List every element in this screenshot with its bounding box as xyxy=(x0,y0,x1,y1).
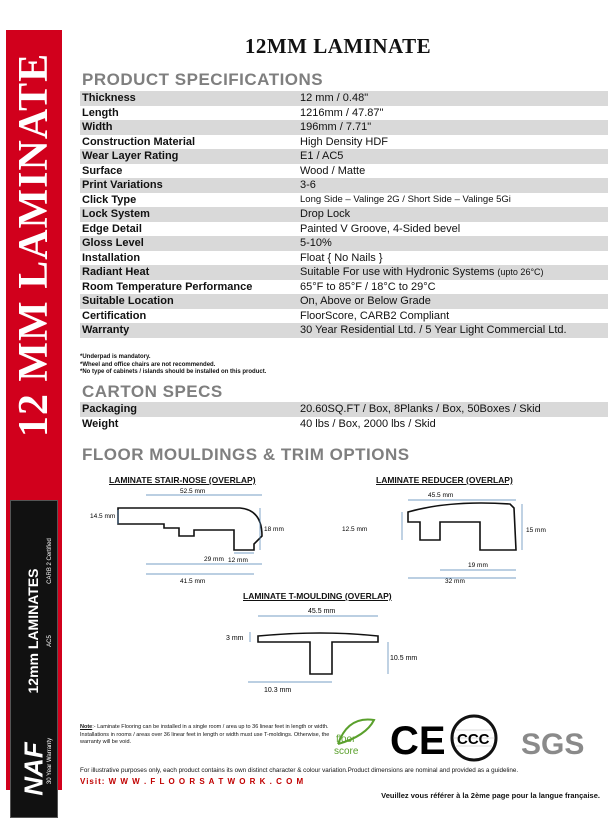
product-specs-heading: PRODUCT SPECIFICATIONS xyxy=(82,70,324,89)
spec-value xyxy=(298,193,608,208)
spec-row xyxy=(80,149,608,164)
dim-label: 10.3 mm xyxy=(264,687,292,694)
website-link[interactable]: Visit: W W W . F L O O R S A T W O R K . C O M xyxy=(80,777,305,786)
badge-product: 12mm LAMINATES xyxy=(25,568,41,694)
carton-specs-heading: CARTON SPECS xyxy=(82,382,223,401)
dim-label: 12 mm xyxy=(228,557,248,564)
dim-label: 10.5 mm xyxy=(390,655,418,662)
spec-value xyxy=(298,294,608,309)
note-item: *No type of cabinets / islands should be installed on this product. xyxy=(80,369,267,375)
note-text: :- Laminate Flooring can be installed in a single room / area up to 36 linear feet in length or width. Installations in rooms / areas over 36 linear feet in length or width must use T-moldings. Otherwise, the warranty will be void. xyxy=(80,724,330,745)
spec-value xyxy=(298,164,608,179)
spec-label: Room Temperature Performance xyxy=(82,280,253,293)
reducer-title: LAMINATE REDUCER (OVERLAP) xyxy=(376,475,513,485)
dim-label: 14.5 mm xyxy=(90,513,116,520)
dim-label: 45.5 mm xyxy=(308,608,336,615)
mouldings-heading: FLOOR MOULDINGS & TRIM OPTIONS xyxy=(82,445,410,464)
spec-value xyxy=(298,91,608,106)
floorscore-text-1: floor xyxy=(336,734,356,745)
spec-value xyxy=(298,120,608,135)
ccc-text: CCC xyxy=(457,731,490,748)
spec-row xyxy=(80,120,608,135)
side-title: 12 MM LAMINATE xyxy=(11,52,57,438)
spec-value xyxy=(298,402,608,417)
side-banner xyxy=(6,30,62,796)
stair-nose-title: LAMINATE STAIR-NOSE (OVERLAP) xyxy=(109,475,256,485)
spec-label: Print Variations xyxy=(80,178,298,193)
spec-label: Construction Material xyxy=(82,135,196,148)
spec-value-text: High Density HDF xyxy=(300,135,389,148)
spec-label: Surface xyxy=(82,164,123,177)
spec-row xyxy=(80,294,608,309)
notes xyxy=(80,354,266,377)
sgs-text: SGS xyxy=(521,728,585,761)
spec-label: Weight xyxy=(82,417,119,430)
spec-value-text: Float { No Nails } xyxy=(300,251,383,264)
spec-label: Click Type xyxy=(82,193,137,206)
spec-value-text: 30 Year Residential Ltd. / 5 Year Light Commercial Ltd. xyxy=(300,324,567,336)
spec-row xyxy=(80,222,608,237)
spec-value-text: 20.60SQ.FT / Box, 8Planks / Box, 50Boxes / Skid xyxy=(300,403,541,415)
t-moulding-title: LAMINATE T-MOULDING (OVERLAP) xyxy=(243,591,392,601)
french-reference: Veuillez vous référer à la 2ème page pour la langue française. xyxy=(381,791,600,800)
spec-label: Gloss Level xyxy=(80,236,298,251)
spec-value xyxy=(298,265,608,280)
spec-row xyxy=(80,251,608,266)
dim-label: 45.5 mm xyxy=(428,492,454,499)
spec-value-text: Long Side – Valinge 2G / Short Side – Valinge 5Gi xyxy=(300,193,511,205)
illustrative-disclaimer: For illustrative purposes only, each product contains its own distinct character & colour variation.Product dimensions are nominal and provided as a guideline. xyxy=(80,767,519,774)
spec-value-text: Drop Lock xyxy=(300,208,351,220)
spec-value-text: E1 / AC5 xyxy=(300,150,344,162)
spec-value-text: 1216mm / 47.87" xyxy=(300,106,384,119)
spec-row xyxy=(80,236,608,251)
spec-row xyxy=(80,417,608,432)
spec-row xyxy=(80,91,608,106)
spec-value-text: 196mm / 7.71" xyxy=(300,121,372,133)
product-badge xyxy=(10,500,58,818)
spec-row xyxy=(80,178,608,193)
spec-label: Warranty xyxy=(80,323,298,338)
dim-label: 12.5 mm xyxy=(342,526,368,533)
spec-value xyxy=(298,417,608,432)
installation-note xyxy=(80,724,342,747)
spec-row xyxy=(80,135,608,150)
spec-label: Radiant Heat xyxy=(80,265,298,280)
spec-row xyxy=(80,265,608,280)
spec-value xyxy=(298,106,608,121)
spec-label: Lock System xyxy=(80,207,298,222)
spec-value-text: 5-10% xyxy=(300,237,332,249)
badge-cert: CARB 2 Certified xyxy=(47,538,53,584)
spec-label: Length xyxy=(82,106,119,119)
ce-logo xyxy=(388,712,446,764)
spec-value xyxy=(298,178,608,193)
spec-row xyxy=(80,207,608,222)
dim-label: 19 mm xyxy=(468,562,488,569)
spec-label: Suitable Location xyxy=(80,294,298,309)
spec-value-text: 65°F to 85°F / 18°C to 29°C xyxy=(300,280,436,293)
spec-value xyxy=(298,222,608,237)
spec-value xyxy=(298,135,608,150)
spec-value xyxy=(298,149,608,164)
product-specs-table xyxy=(80,91,608,338)
page-title: 12MM LAMINATE xyxy=(244,34,432,58)
spec-label: Packaging xyxy=(80,402,298,417)
spec-value-text: Suitable For use with Hydronic Systems xyxy=(300,266,495,278)
dim-label: 32 mm xyxy=(445,578,465,585)
dim-label: 18 mm xyxy=(264,526,284,533)
dim-label: 52.5 mm xyxy=(180,488,206,495)
note-label: Note xyxy=(80,724,93,730)
spec-value-text: On, Above or Below Grade xyxy=(300,295,431,307)
ccc-logo xyxy=(448,712,502,764)
carton-specs-table xyxy=(80,402,608,431)
spec-value xyxy=(298,280,608,295)
spec-row xyxy=(80,164,608,179)
spec-value-text: 3-6 xyxy=(300,179,316,191)
floorscore-text-2: score xyxy=(334,746,359,757)
spec-row xyxy=(80,323,608,338)
reducer-diagram xyxy=(340,486,560,584)
spec-value-text: 12 mm / 0.48" xyxy=(300,92,369,104)
spec-label: Width xyxy=(80,120,298,135)
spec-label: Wear Layer Rating xyxy=(80,149,298,164)
spec-value xyxy=(298,207,608,222)
note-item: *Wheel and office chairs are not recommended. xyxy=(80,361,216,368)
spec-label: Thickness xyxy=(80,91,298,106)
spec-label: Installation xyxy=(82,251,141,264)
dim-label: 3 mm xyxy=(226,635,244,642)
spec-row xyxy=(80,280,608,295)
t-moulding-diagram xyxy=(222,602,422,694)
spec-row xyxy=(80,193,608,208)
badge-warranty: 30 Year Warranty xyxy=(47,737,53,785)
spec-row xyxy=(80,106,608,121)
stair-nose-diagram xyxy=(84,486,294,584)
badge-rating: AC5 xyxy=(47,635,53,647)
spec-value-text: Wood / Matte xyxy=(300,164,366,177)
spec-value-text: Painted V Groove, 4-Sided bevel xyxy=(300,222,461,235)
spec-value xyxy=(298,323,608,338)
dim-label: 15 mm xyxy=(526,527,546,534)
spec-row xyxy=(80,402,608,417)
ce-text: CE xyxy=(390,719,446,763)
spec-label: Edge Detail xyxy=(82,222,142,235)
spec-row xyxy=(80,309,608,324)
spec-value xyxy=(298,309,608,324)
spec-value xyxy=(298,236,608,251)
note-item: *Underpad is mandatory. xyxy=(80,354,151,360)
dim-label: 29 mm xyxy=(204,556,224,563)
floorscore-logo xyxy=(330,712,380,764)
badge-brand: NAF xyxy=(18,742,49,796)
spec-value-text: FloorScore, CARB2 Compliant xyxy=(300,309,450,322)
dim-label: 41.5 mm xyxy=(180,578,206,585)
spec-label: Certification xyxy=(82,309,147,322)
sgs-logo xyxy=(515,712,587,764)
spec-value-text: 40 lbs / Box, 2000 lbs / Skid xyxy=(300,417,436,430)
spec-value xyxy=(298,251,608,266)
spec-value-note: (upto 26°C) xyxy=(497,267,544,277)
